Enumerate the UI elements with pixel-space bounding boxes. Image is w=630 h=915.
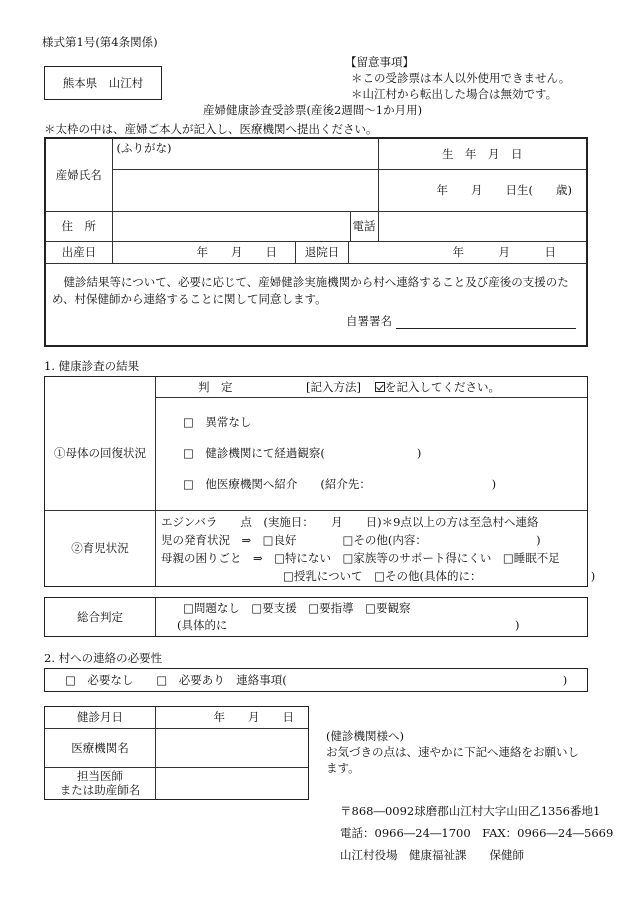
note-item: ＊山江村から転出した場合は無効です。 (351, 87, 558, 101)
doctor-label-line2: または助産師名 (59, 783, 141, 797)
maternal-option-normal[interactable]: □ 異常なし (183, 415, 252, 429)
patient-info-frame (44, 137, 588, 347)
discharge-field[interactable]: 年 月 日 (452, 245, 556, 259)
concerns-line-2[interactable]: □授乳について □その他(具体的に： ) (283, 569, 596, 583)
delivery-field[interactable]: 年 月 日 (112, 241, 296, 263)
doctor-label (45, 769, 155, 797)
birth-field[interactable]: 年 月 日生( 歳) (378, 169, 586, 211)
clinic-table (44, 706, 309, 800)
overall-label: 総合判定 (45, 598, 156, 636)
contact-phone: 電話：0966―24―1700 FAX：0966―24―5669 (340, 826, 614, 840)
exam-date-field[interactable]: 年 月 日 (213, 710, 294, 724)
message-body-1: お気づきの点は、速やかに下記へ連絡をお願いし (326, 745, 579, 759)
clinic-message (326, 728, 579, 776)
name-label: 産婦氏名 (46, 139, 112, 211)
patient-table (46, 139, 586, 242)
contact-address: 〒868―0092球磨郡山江村大字山田乙1356番地1 (340, 804, 601, 818)
facility-field[interactable] (156, 729, 308, 767)
signature-label: 自署署名 (346, 314, 392, 328)
form-number: 様式第1号(第4条関係) (42, 35, 158, 49)
section2-title: 2. 村への連絡の必要性 (44, 651, 163, 665)
form-title: 産婦健康診査受診票(産後2週間～1か月用) (203, 103, 423, 117)
signature-line[interactable] (396, 316, 576, 329)
contact-office: 山江村役場 健康福祉課 保健師 (340, 848, 524, 862)
message-to: (健診機関様へ) (326, 729, 404, 743)
message-body-2: ます。 (326, 761, 360, 775)
delivery-row (46, 241, 586, 264)
doctor-label-line1: 担当医師 (77, 769, 123, 783)
checkmark-box-icon (375, 382, 385, 392)
signature-area (346, 313, 576, 329)
facility-label: 医療機関名 (71, 741, 129, 755)
contact-block (340, 800, 613, 866)
phone-label: 電話 (350, 211, 378, 241)
issuer-label: 熊本県 山江村 (62, 76, 144, 90)
judgement-label: 判 定 (198, 380, 233, 394)
maternal-option-refer[interactable]: □ 他医療機関へ紹介 (紹介先： ) (183, 477, 497, 491)
concerns-line[interactable]: 母親の困りごと ⇒ □特にない □家族等のサポート得にくい □睡眠不足 (161, 551, 560, 565)
address-field[interactable] (112, 211, 350, 241)
notes-heading: 【留意事項】 (345, 55, 414, 69)
method-label: [記入方法] (306, 380, 361, 394)
childcare-label: ②育児状況 (71, 541, 129, 555)
consent-text: 健診結果等について、必要に応じて、産婦健診実施機関から村へ連絡すること及び産後の支援のため、村保健師から連絡することに関して同意します。 (52, 275, 569, 306)
phone-field[interactable] (378, 211, 586, 241)
furigana-field[interactable] (112, 139, 378, 169)
childcare-lines (161, 513, 595, 585)
method-instruction (375, 377, 500, 397)
maternal-options (183, 407, 496, 500)
name-field[interactable] (112, 169, 378, 211)
edinburgh-line[interactable]: エジンバラ 点 (実施日： 月 日)＊9点以上の方は至急村へ連絡 (161, 515, 539, 529)
delivery-label: 出産日 (46, 241, 113, 263)
note-item: ＊この受診票は本人以外使用できません。 (351, 71, 571, 85)
maternal-label: ①母体の回復状況 (54, 446, 146, 460)
section1-title: 1. 健康診査の結果 (44, 359, 140, 373)
overall-detail[interactable]: (具体的に ) (177, 618, 520, 632)
furigana-label: (ふりがな) (116, 141, 172, 155)
birth-header: 生 年 月 日 (378, 139, 586, 169)
overall-options (177, 600, 520, 634)
doctor-field[interactable] (156, 768, 308, 799)
overall-table (44, 597, 588, 637)
address-label: 住 所 (46, 211, 112, 241)
contact-need-box (44, 668, 588, 692)
contact-need-line[interactable]: □ 必要なし □ 必要あり 連絡事項( ) (65, 673, 568, 687)
exam-date-label: 健診月日 (77, 710, 123, 724)
growth-line[interactable]: 児の発育状況 ⇒ □良好 □その他(内容： ) (161, 533, 541, 547)
judgement-header (156, 377, 587, 398)
discharge-label: 退院日 (296, 241, 349, 263)
issuer-box (44, 66, 162, 100)
column-divider (155, 377, 156, 586)
results-table (44, 376, 596, 587)
maternal-option-observe[interactable]: □ 健診機関にて経過観察( ) (183, 446, 422, 460)
instruction-text: ＊太枠の中は、産婦ご本人が記入し、医療機関へ提出ください。 (44, 122, 378, 136)
overall-choices[interactable]: □問題なし □要支援 □要指導 □要観察 (183, 601, 411, 615)
notes (345, 54, 570, 102)
method-suffix: を記入してください。 (385, 380, 500, 394)
